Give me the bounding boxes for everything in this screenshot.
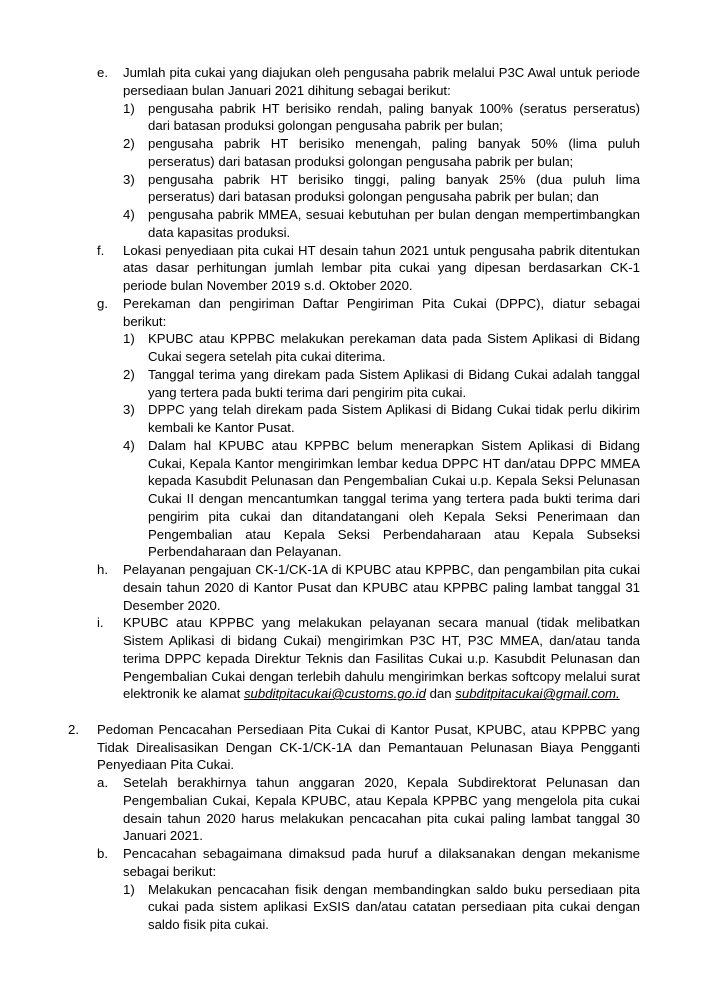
document-content <box>68 64 640 934</box>
paragraph-e-1: pengusaha pabrik HT berisiko rendah, paling banyak 100% (seratus perseratus) dari batasan produksi golongan pengusaha pabrik per bulan; <box>148 100 640 134</box>
paragraph-i-text: KPUBC atau KPPBC yang melakukan pelayanan secara manual (tidak melibatkan Sistem Aplikasi di bidang Cukai) mengirimkan P3C HT, P3C MMEA, dan/atau tanda terima DPPC kepada Direktur Teknis dan Fasilitas Cukai u.p. Kasubdit Pelunasan dan Pengembalian Cukai dengan terlebih dahulu mengirimkan berkas softcopy melalui surat elektronik ke alamat <box>123 615 640 702</box>
paragraph-2: Pedoman Pencacahan Persediaan Pita Cukai di Kantor Pusat, KPUBC, atau KPPBC yang Tidak Direalisasikan Dengan CK-1/CK-1A dan Pemantauan Pelunasan Biaya Pengganti Penyediaan Pita Cukai. <box>97 721 640 773</box>
paragraph-f: Lokasi penyediaan pita cukai HT desain tahun 2021 untuk pengusaha pabrik ditentukan atas dasar perhitungan jumlah lembar pita cukai yang dipesan berdasarkan CK-1 periode bulan November 2019 s.d. Oktober 2020. <box>123 242 640 293</box>
list-item-e-3 <box>123 171 640 207</box>
list-marker-e-2: 2) <box>123 136 135 151</box>
list-marker-e-3: 3) <box>123 171 135 187</box>
paragraph-e-2: pengusaha pabrik HT berisiko menengah, paling banyak 50% (lima puluh perseratus) dari batasan produksi golongan pengusaha pabrik per bulan; <box>148 136 640 169</box>
list-item-e-2 <box>123 135 640 171</box>
list-marker-e-1: 1) <box>123 100 135 116</box>
list-marker-h: h. <box>97 562 108 577</box>
paragraph-i-separator: dan <box>425 686 456 702</box>
list-item-e-4 <box>123 206 640 242</box>
list-marker-2-b-1: 1) <box>123 881 135 897</box>
email-link-gmail[interactable]: subditpitacukai@gmail.com. <box>455 686 620 702</box>
list-item-g-3 <box>123 401 640 437</box>
paragraph-i <box>123 614 640 703</box>
list-marker-g-3: 3) <box>123 402 135 418</box>
paragraph-g-1: KPUBC atau KPPBC melakukan perekaman data pada Sistem Aplikasi di Bidang Cukai segera setelah pita cukai diterima. <box>148 331 640 364</box>
list-item-e <box>97 64 640 242</box>
list-marker-2-a: a. <box>97 775 108 790</box>
list-marker-2-b: b. <box>97 846 108 861</box>
list-marker-g: g. <box>97 295 108 311</box>
paragraph-g-2: Tanggal terima yang direkam pada Sistem Aplikasi di Bidang Cukai adalah tanggal yang tertera pada bukti terima dari pengirim pita cukai. <box>148 366 640 400</box>
list-item-2-a <box>97 774 640 845</box>
paragraph-e-4: pengusaha pabrik MMEA, sesuai kebutuhan per bulan dengan mempertimbangkan data kapasitas produksi. <box>148 207 640 240</box>
list-item-f <box>97 242 640 295</box>
list-item-g-2 <box>123 366 640 402</box>
list-item-h <box>97 561 640 614</box>
list-marker-g-1: 1) <box>123 331 135 347</box>
list-marker-e-4: 4) <box>123 207 135 222</box>
paragraph-e-3: pengusaha pabrik HT berisiko tinggi, paling banyak 25% (dua puluh lima perseratus) dari batasan produksi golongan pengusaha pabrik per bulan; dan <box>148 171 640 205</box>
paragraph-g: Perekaman dan pengiriman Daftar Pengiriman Pita Cukai (DPPC), diatur sebagai berikut: <box>123 295 640 329</box>
list-marker-e: e. <box>97 65 108 80</box>
list-item-g-1 <box>123 330 640 366</box>
list-marker-g-4: 4) <box>123 437 135 453</box>
list-item-2-b-1 <box>123 881 640 934</box>
list-marker-2: 2. <box>68 721 79 737</box>
list-marker-g-2: 2) <box>123 366 135 382</box>
lettered-list <box>97 64 640 703</box>
paragraph-2-b-1: Melakukan pencacahan fisik dengan membandingkan saldo buku persediaan pita cukai pada sistem aplikasi ExSIS dan/atau catatan persediaan pita cukai dengan saldo fisik pita cukai. <box>148 881 640 932</box>
paragraph-g-3: DPPC yang telah direkam pada Sistem Aplikasi di Bidang Cukai tidak perlu dikirim kembali ke Kantor Pusat. <box>148 402 640 435</box>
paragraph-h: Pelayanan pengajuan CK-1/CK-1A di KPUBC atau KPPBC, dan pengambilan pita cukai desain tahun 2020 di Kantor Pusat dan KPUBC atau KPPBC paling lambat tanggal 31 Desember 2020. <box>123 562 640 613</box>
list-marker-i: i. <box>97 615 104 631</box>
paragraph-g-4: Dalam hal KPUBC atau KPPBC belum menerapkan Sistem Aplikasi di Bidang Cukai, Kepala Kantor mengirimkan lembar kedua DPPC HT dan/atau DPPC MMEA kepada Kasubdit Pelunasan dan Pengembalian Cukai u.p. Kepala Seksi Pelunasan Cukai II dengan mencantumkan tanggal terima yang tertera pada bukti terima dari pengirim pita cukai dan ditandatangani oleh Kepala Seksi Penerimaan dan Pengembalian atau Kepala Seksi Perbendaharaan atau Kepala Subseksi Perbendaharaan dan Pelayanan. <box>148 437 640 560</box>
list-item-2-b <box>97 845 640 934</box>
list-marker-f: f. <box>97 242 105 258</box>
list-item-2 <box>68 721 640 934</box>
paragraph-2-a: Setelah berakhirnya tahun anggaran 2020, Kepala Subdirektorat Pelunasan dan Pengembalian Cukai, Kepala KPUBC, atau Kepala KPPBC yang mengelola pita cukai desain tahun 2020 harus melakukan pencacahan pita cukai paling lambat tanggal 30 Januari 2021. <box>123 775 640 844</box>
list-item-g-4 <box>123 437 640 561</box>
list-item-e-1 <box>123 100 640 136</box>
list-item-i <box>97 614 640 703</box>
email-link-customs[interactable]: subditpitacukai@customs.go.id <box>243 686 426 702</box>
paragraph-2-b: Pencacahan sebagaimana dimaksud pada huruf a dilaksanakan dengan mekanisme sebagai berikut: <box>123 846 640 879</box>
list-item-g <box>97 295 640 561</box>
paragraph-e: Jumlah pita cukai yang diajukan oleh pengusaha pabrik melalui P3C Awal untuk periode persediaan bulan Januari 2021 dihitung sebagai berikut: <box>123 65 640 98</box>
